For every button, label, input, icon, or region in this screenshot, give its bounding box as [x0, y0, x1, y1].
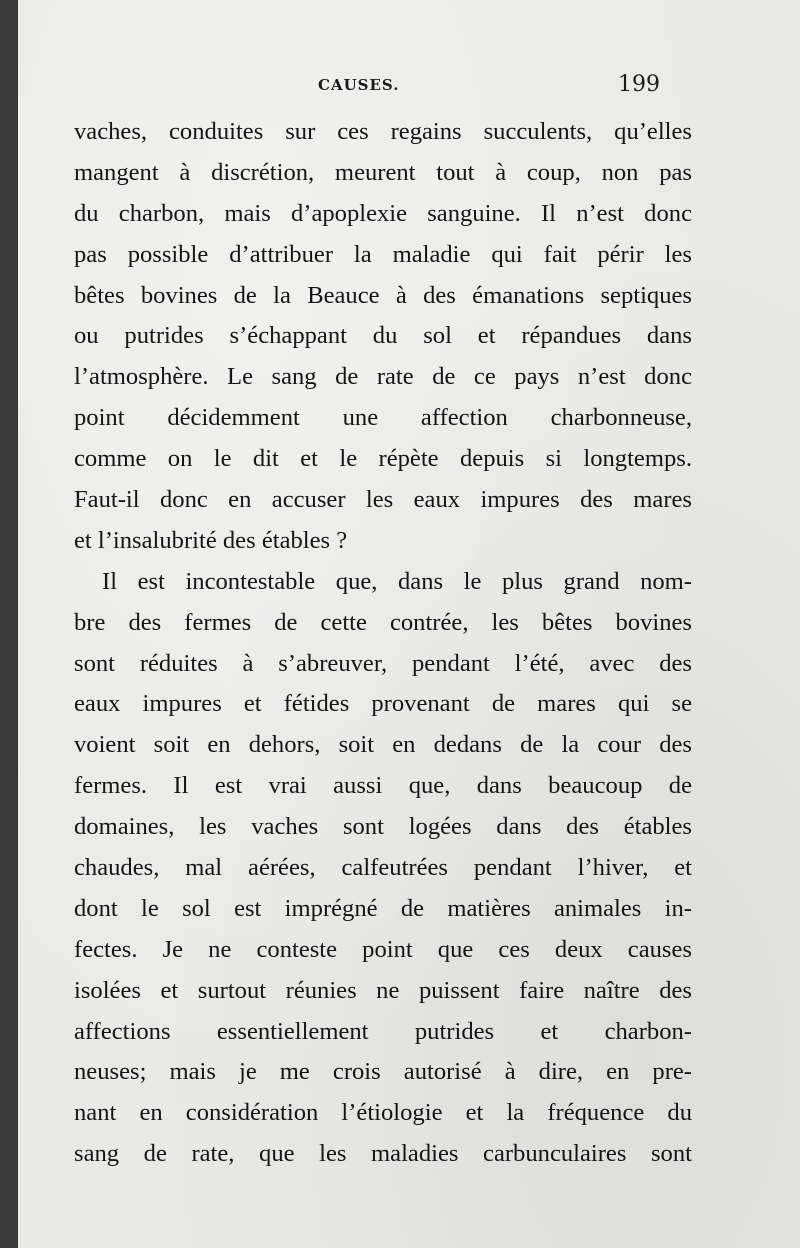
text-line: mangent à discrétion, meurent tout à coup, non pas [74, 158, 692, 186]
text-line: eaux impures et fétides provenant de mares qui se [74, 690, 692, 718]
text-line: et l’insalubrité des étables ? [74, 526, 348, 554]
book-page [18, 0, 800, 1248]
text-line: voient soit en dehors, soit en dedans de la cour des [74, 731, 692, 759]
text-line: dont le sol est imprégné de matières animales in- [74, 894, 692, 922]
text-line: du charbon, mais d’apoplexie sanguine. Il n’est donc [74, 199, 692, 227]
page-number: 199 [618, 72, 660, 97]
text-line: Faut-il donc en accuser les eaux impures des mares [74, 486, 692, 514]
text-line: neuses; mais je me crois autorisé à dire, en pre- [74, 1058, 692, 1086]
text-line: pas possible d’attribuer la maladie qui fait périr les [74, 240, 692, 268]
text-line: vaches, conduites sur ces regains succulents, qu’elles [74, 118, 692, 145]
text-line: comme on le dit et le répète depuis si longtemps. [74, 445, 692, 473]
text-line: bre des fermes de cette contrée, les bêtes bovines [74, 608, 692, 636]
text-line: sang de rate, que les maladies carbunculaires sont [74, 1140, 692, 1168]
text-line: Il est incontestable que, dans le plus grand nom- [102, 567, 692, 595]
text-line: affections essentiellement putrides et charbon- [74, 1017, 692, 1045]
text-line: fectes. Je ne conteste point que ces deux causes [74, 935, 692, 963]
text-line: ou putrides s’échappant du sol et répandues dans [74, 322, 692, 350]
text-line: point décidemment une affection charbonneuse, [74, 404, 692, 432]
text-line: sont réduites à s’abreuver, pendant l’été, avec des [74, 649, 692, 677]
text-line: bêtes bovines de la Beauce à des émanations septiques [74, 281, 692, 309]
text-line: domaines, les vaches sont logées dans des étables [74, 813, 692, 841]
text-line: l’atmosphère. Le sang de rate de ce pays n’est donc [74, 363, 692, 391]
running-head [18, 72, 800, 100]
text-line: isolées et surtout réunies ne puissent faire naître des [74, 976, 692, 1004]
section-title: CAUSES. [318, 76, 400, 94]
body-text [74, 112, 692, 1175]
text-line: chaudes, mal aérées, calfeutrées pendant l’hiver, et [74, 854, 692, 882]
text-line: fermes. Il est vrai aussi que, dans beaucoup de [74, 772, 692, 800]
text-line: nant en considération l’étiologie et la fréquence du [74, 1099, 692, 1127]
